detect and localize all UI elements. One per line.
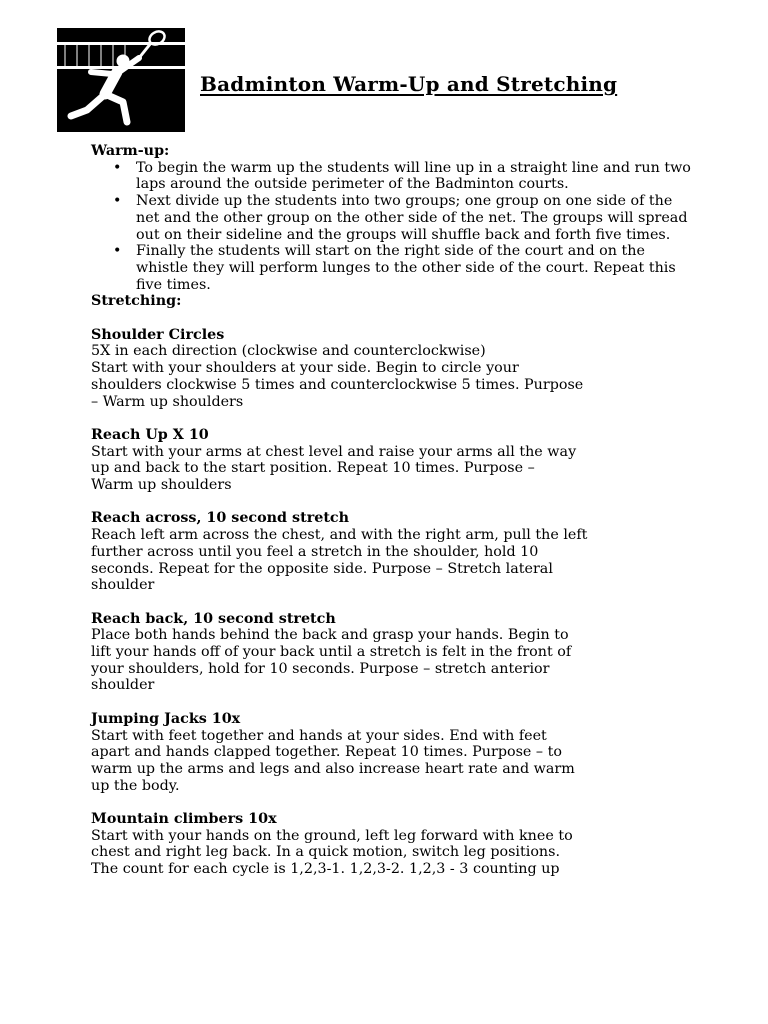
section-jumping-jacks: [91, 711, 691, 795]
section-line: further across until you feel a stretch in the shoulder, hold 10: [91, 543, 539, 560]
section-line: warm up the arms and legs and also increase heart rate and warm: [91, 760, 575, 777]
section-heading: Shoulder Circles: [91, 326, 225, 343]
section-line: The count for each cycle is 1,2,3-1. 1,2,3-2. 1,2,3 - 3 counting up: [91, 861, 560, 878]
document-body: [91, 143, 691, 878]
section-heading: Reach back, 10 second stretch: [91, 610, 336, 627]
section-line: Warm up shoulders: [91, 477, 232, 494]
section-line: Start with feet together and hands at your sides. End with feet: [91, 727, 547, 744]
section-reach-up: [91, 427, 691, 494]
section-reach-back: [91, 611, 691, 695]
section-line: up and back to the start position. Repeat 10 times. Purpose –: [91, 460, 535, 477]
section-line: Start with your arms at chest level and raise your arms all the way: [91, 443, 577, 460]
section-line: apart and hands clapped together. Repeat 10 times. Purpose – to: [91, 744, 562, 761]
section-line: Place both hands behind the back and grasp your hands. Begin to: [91, 627, 569, 644]
section-line: shoulder: [91, 677, 155, 694]
section-line: up the body.: [91, 777, 180, 794]
list-item: • Next divide up the students into two groups; one group on one side of the net and the other group on the other side of the net. The groups will spread out on their sideline and the groups will shuffle back and forth five times.: [113, 193, 688, 243]
bullet-icon: •: [113, 243, 122, 260]
section-heading: Reach Up X 10: [91, 426, 209, 443]
badminton-player-icon: [57, 28, 185, 132]
warmup-heading: Warm-up:: [91, 143, 170, 159]
section-mountain-climbers: [91, 811, 691, 878]
section-line: shoulder: [91, 577, 155, 594]
section-line: seconds. Repeat for the opposite side. Purpose – Stretch lateral: [91, 560, 553, 577]
section-line: Start with your shoulders at your side. Begin to circle your: [91, 360, 519, 377]
section-line: lift your hands off of your back until a stretch is felt in the front of: [91, 644, 572, 661]
section-line: – Warm up shoulders: [91, 393, 244, 410]
stretching-heading: Stretching:: [91, 293, 182, 310]
section-line: shoulders clockwise 5 times and counterclockwise 5 times. Purpose: [91, 376, 584, 393]
section-line: Start with your hands on the ground, left leg forward with knee to: [91, 827, 573, 844]
warmup-list: [91, 160, 691, 294]
section-line: 5X in each direction (clockwise and counterclockwise): [91, 343, 486, 360]
bullet-icon: •: [113, 159, 122, 176]
section-line: Reach left arm across the chest, and with the right arm, pull the left: [91, 527, 588, 544]
list-item: • Finally the students will start on the right side of the court and on the whistle they will perform lunges to the other side of the court. Repeat this five times.: [113, 243, 676, 293]
bullet-icon: •: [113, 193, 122, 210]
section-line: chest and right leg back. In a quick motion, switch leg positions.: [91, 844, 561, 861]
section-reach-across: [91, 510, 691, 594]
page-title: Badminton Warm-Up and Stretching: [200, 72, 618, 96]
list-item: • To begin the warm up the students will line up in a straight line and run two laps around the outside perimeter of the Badminton courts.: [113, 159, 691, 193]
section-heading: Reach across, 10 second stretch: [91, 510, 350, 527]
section-line: your shoulders, hold for 10 seconds. Purpose – stretch anterior: [91, 660, 550, 677]
section-heading: Jumping Jacks 10x: [91, 710, 241, 727]
section-shoulder-circles: [91, 327, 691, 411]
section-heading: Mountain climbers 10x: [91, 811, 277, 828]
